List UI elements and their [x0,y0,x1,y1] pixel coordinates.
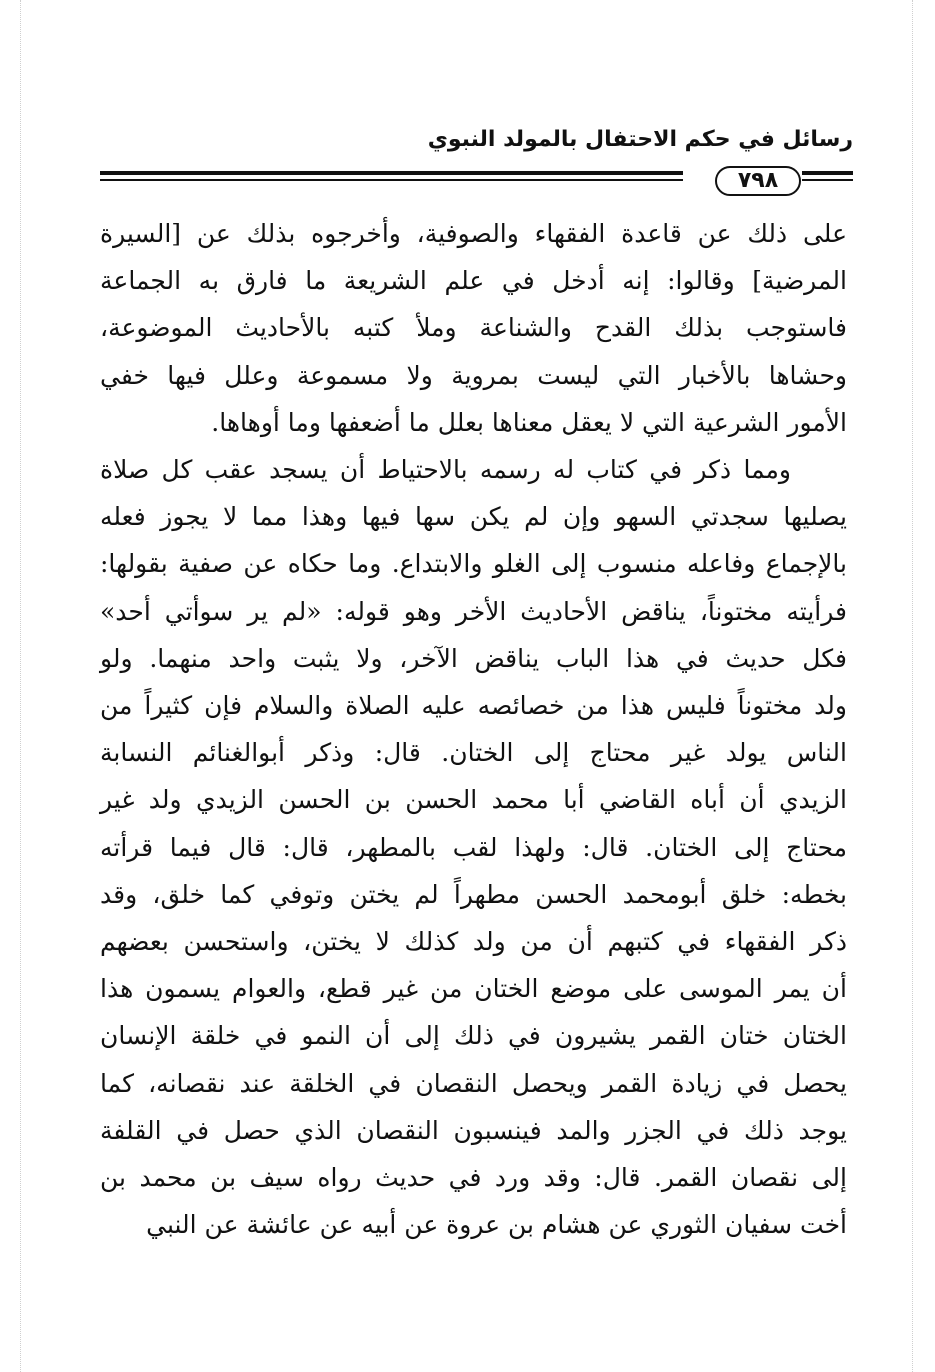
text-line-17: أن يمر الموسى على موضع الختان من غير قطع، والعوام يسمون هذا [100,974,847,1004]
text-line-1: على ذلك عن قاعدة الفقهاء والصوفية، وأخرجوه بذلك عن [السيرة [100,219,847,248]
text-line-15: بخطه: خلق أبومحمد الحسن مطهراً لم يختن وتوفي كما خلق، وقد [100,879,847,909]
text-line-2: المرضية] وقالوا: إنه أدخل في علم الشريعة ما فارق به الجماعة [100,266,847,296]
text-line-5: الأمور الشرعية التي لا يعقل معناها بعلل ما أضعفها وما أوهاها. [211,407,847,437]
text-line-18: الختان ختان القمر يشيرون في ذلك إلى أن النمو في خلقة الإنسان [100,1021,847,1051]
text-line-9: فرأيته مختوناً، يناقض الأحاديث الأخر وهو قوله: «لم ير سوأتي أحد» [100,596,847,626]
text-line-21: إلى نقصان القمر. قال: وقد ورد في حديث رواه سيف بن محمد بن [100,1163,847,1193]
text-line-3: فاستوجب بذلك القدح والشناعة وملأ كتبه بالأحاديث الموضوعة، [100,313,847,343]
text-line-11: ولد مختوناً فليس هذا من خصائصه عليه الصلاة والسلام فإن كثيراً من [100,691,847,721]
text-line-6: ومما ذكر في كتاب له رسمه بالاحتياط أن يسجد عقب كل صلاة [100,455,791,485]
header-rule [100,166,853,198]
text-line-8: بالإجماع وفاعله منسوب إلى الغلو والابتداع. وما حكاه عن صفية بقولها: [100,549,847,579]
text-line-16: ذكر الفقهاء في كتبهم أن من ولد كذلك لا يختن، واستحسن بعضهم [100,927,847,957]
header-rule-thin [100,179,683,181]
text-line-20: يوجد ذلك في الجزر والمد فينسبون النقصان الذي حصل في القلفة [100,1115,847,1145]
scan-guide-left [20,0,21,1372]
page-header [100,118,853,158]
text-line-12: الناس يولد غير محتاج إلى الختان. قال: وذكر أبوالغنائم النسابة [100,738,847,768]
text-line-19: يحصل في زيادة القمر ويحصل النقصان في الخلقة عند نقصانه، كما [100,1068,847,1098]
text-line-14: محتاج إلى الختان. قال: ولهذا لقب بالمطهر، قال: قال فيما قرأته [100,832,847,862]
text-line-4: وحشاها بالأخبار التي ليست بمروية ولا مسموعة وعلل فيها خفي [100,360,847,390]
running-title: رسائل في حكم الاحتفال بالمولد النبوي [427,127,853,152]
text-line-10: فكل حديث في هذا الباب يناقض الآخر، ولا يثبت واحد منهما. ولو [100,643,847,673]
header-rule-thin-short [802,179,853,181]
header-rule-thick-short [802,171,853,175]
scan-guide-right [912,0,913,1372]
body-text [100,210,847,1248]
header-rule-thick [100,171,683,175]
text-line-22: أخت سفيان الثوري عن هشام بن عروة عن أبيه عن عائشة عن النبي [146,1210,847,1240]
text-line-7: يصليها سجدتي السهو وإن لم يكن سها فيها وهذا مما لا يجوز فعله [100,502,847,532]
text-line-13: الزيدي أن أباه القاضي أبا محمد الحسن بن الحسن الزيدي ولد غير [100,785,847,815]
page-number: ٧٩٨ [715,166,801,196]
